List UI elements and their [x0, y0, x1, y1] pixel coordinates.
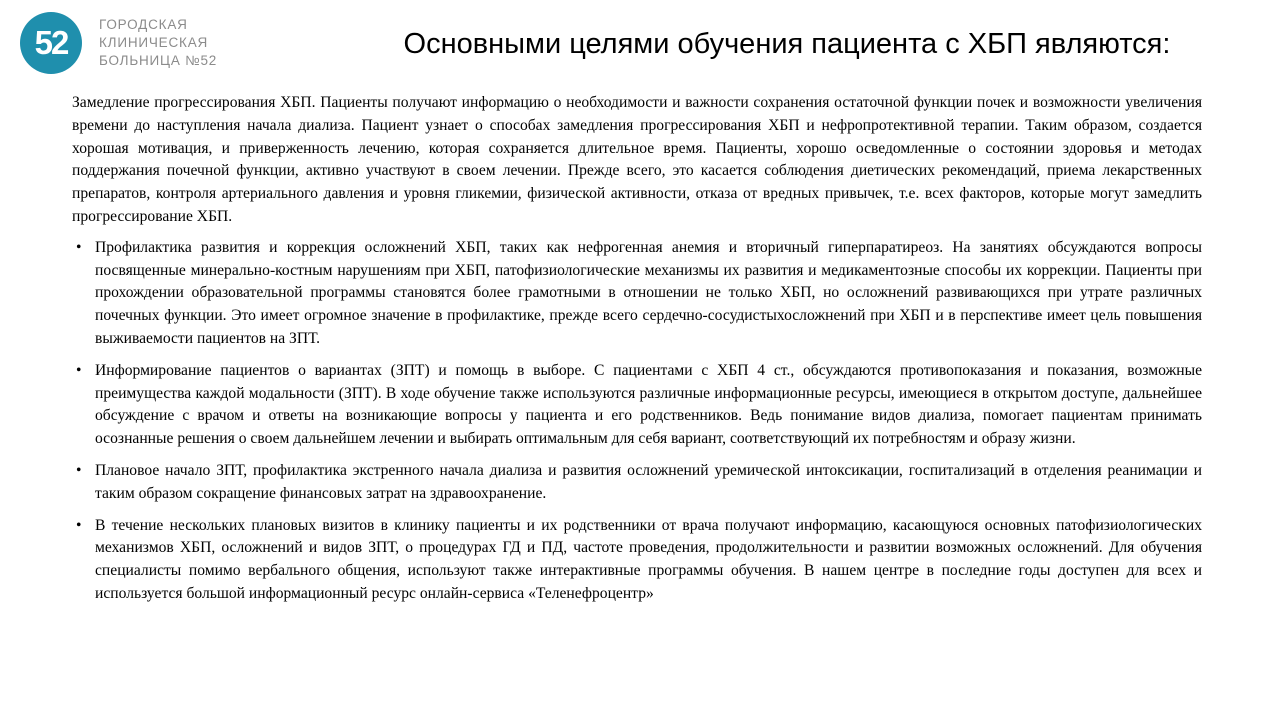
intro-paragraph: Замедление прогрессирования ХБП. Пациенты получают информацию о необходимости и важности сохранения остаточной функции почек и возможности увеличения времени до наступления начала диализа. Пациент узнает о способах замедления прогрессирования ХБП и нефропротективной терапии. Таким образом, создается хорошая мотивация, и приверженность лечению, которая сохраняется длительное время. Пациенты, хорошо осведомленные о состоянии здоровья и методах поддержания почечной функции, активно участвуют в своем лечении. Прежде всего, это касается соблюдения диетических рекомендаций, приема лекарственных препаратов, контроля артериального давления и уровня гликемии, физической активности, отказа от вредных привычек, т.е. всех факторов, которые могут замедлить прогрессирование ХБП.	[72, 94, 1202, 225]
list-item-text: Информирование пациентов о вариантах (ЗПТ) и помощь в выборе. С пациентами с ХБП 4 ст., обсуждаются противопоказания и показания, возможные преимущества каждой модальности (ЗПТ). В ходе обучение также используются различные информационные ресурсы, имеющиеся в открытом доступе, дальнейшее обсуждение с врачом и ответы на возникающие вопросы у пациента и его родственников. Ведь понимание видов диализа, помогает пациентам принимать осознанные решения о своем дальнейшем лечении и выбирать оптимальным для себя вариант, соответствующий их потребностям и образу жизни.	[95, 361, 1202, 448]
list-item-text: Профилактика развития и коррекция осложнений ХБП, таких как нефрогенная анемия и вторичный гиперпаратиреоз. На занятиях обсуждаются вопросы посвященные минерально-костным нарушениям при ХБП, патофизиологические механизмы их развития и медикаментозные способы их коррекции. Пациенты при прохождении образовательной программы становятся более грамотными в отношении не только ХБП, но осложнений развивающихся при утрате различных почечных функции. Это имеет огромное значение в профилактике, прежде всего сердечно-сосудистыхосложнений при ХБП и в перспективе имеет цель повышения выживаемости пациентов на ЗПТ.	[95, 238, 1202, 347]
bullet-icon: •	[76, 461, 82, 479]
list-item-text: В течение нескольких плановых визитов в клинику пациенты и их родственники от врача получают информацию, касающуюся основных патофизиологических механизмов ХБП, осложнений и видов ЗПТ, о процедурах ГД и ПД, частоте проведения, продолжительности и развитии возможных осложнений. Для обучения специалисты помимо вербального общения, используют также интерактивные программы обучения. В нашем центре в последние годы доступен для всех и используется большой информационный ресурс онлайн-сервиса «Теленефроцентр»	[95, 516, 1202, 602]
hospital-52-logo-icon	[20, 12, 82, 74]
list-item	[72, 515, 1202, 606]
bullet-list	[72, 237, 1202, 606]
logo-caption-line: КЛИНИЧЕСКАЯ	[99, 35, 209, 51]
bullet-icon: •	[76, 361, 82, 379]
bullet-icon: •	[76, 516, 82, 534]
logo-caption-line: БОЛЬНИЦА №52	[99, 52, 218, 68]
bullet-icon: •	[76, 238, 82, 256]
list-item	[72, 360, 1202, 451]
list-item	[72, 237, 1202, 351]
page-title: Основными целями обучения пациента с ХБП являются:	[403, 28, 1171, 60]
header	[0, 0, 1274, 74]
list-item-text: Плановое начало ЗПТ, профилактика экстренного начала диализа и развития осложнений уремической интоксикации, госпитализаций в отделения реанимации и таким образом сокращение финансовых затрат на здравоохранение.	[95, 461, 1202, 502]
list-item	[72, 460, 1202, 506]
slide-body	[72, 92, 1202, 606]
logo-caption-line: ГОРОДСКАЯ	[99, 17, 188, 33]
logo-caption	[99, 16, 217, 69]
logo-number: 52	[34, 24, 68, 61]
hospital-logo	[20, 12, 330, 74]
